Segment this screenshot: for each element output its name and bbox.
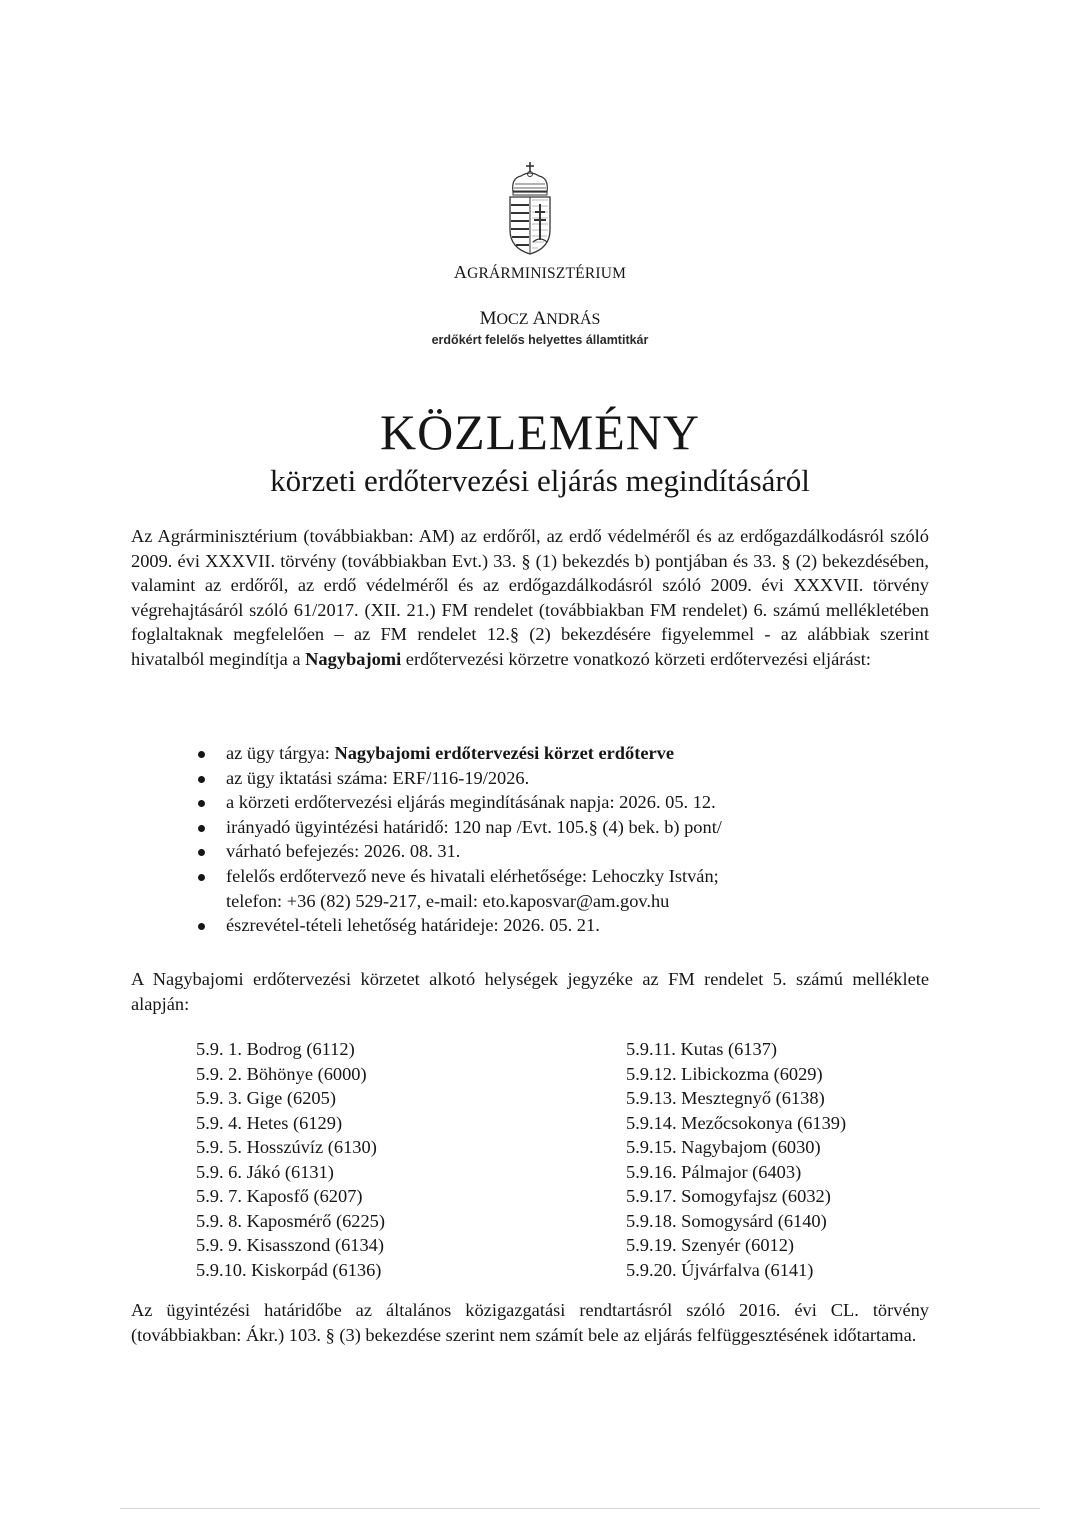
list-item: 5.9.13. Mesztegnyő (6138) bbox=[626, 1088, 825, 1108]
list-item: 5.9.11. Kutas (6137) bbox=[626, 1039, 778, 1059]
list-item: 5.9. 4. Hetes (6129) bbox=[196, 1112, 343, 1133]
page-edge-line bbox=[120, 1508, 1040, 1509]
hungarian-coat-of-arms-icon bbox=[505, 160, 555, 256]
list-item: 5.9.16. Pálmajor (6403) bbox=[626, 1161, 802, 1182]
list-item: az ügy tárgya: Nagybajomi erdőtervezési körzet erdőterve bbox=[198, 741, 898, 766]
list-item: 5.9. 6. Jákó (6131) bbox=[196, 1161, 334, 1182]
list-item: 5.9.15. Nagybajom (6030) bbox=[626, 1137, 821, 1157]
signatory-name: MOCZ ANDRÁS bbox=[479, 308, 601, 329]
localities-left-column bbox=[196, 1037, 385, 1282]
list-item: 5.9.18. Somogysárd (6140) bbox=[626, 1210, 827, 1231]
ministry-name: AGRÁRMINISZTÉRIUM bbox=[453, 262, 627, 282]
list-item: felelős erdőtervező neve és hivatali elérhetősége: Lehoczky István; telefon: +36 (82) 529-217, e-mail: eto.kaposvar@am.gov.hu bbox=[198, 864, 898, 913]
list-item: 5.9. 2. Böhönye (6000) bbox=[196, 1063, 367, 1084]
list-item: 5.9. 7. Kaposfő (6207) bbox=[196, 1186, 363, 1206]
list-item: 5.9.10. Kiskorpád (6136) bbox=[196, 1259, 382, 1280]
procedure-details-list bbox=[198, 741, 898, 938]
list-item: 5.9. 1. Bodrog (6112) bbox=[196, 1039, 355, 1059]
list-item: 5.9.12. Libickozma (6029) bbox=[626, 1063, 823, 1084]
list-item: a körzeti erdőtervezési eljárás megindításának napja: 2026. 05. 12. bbox=[198, 790, 898, 815]
list-item: az ügy iktatási száma: ERF/116-19/2026. bbox=[198, 766, 898, 791]
planner-email-link[interactable]: eto.kaposvar@am.gov.hu bbox=[482, 890, 670, 911]
list-item: 5.9. 3. Gige (6205) bbox=[196, 1088, 336, 1108]
list-item: észrevétel-tételi lehetőség határideje: 2026. 05. 21. bbox=[198, 913, 898, 938]
list-item: 5.9.17. Somogyfajsz (6032) bbox=[626, 1186, 831, 1206]
list-item: 5.9. 9. Kisasszond (6134) bbox=[196, 1235, 384, 1255]
list-item: 5.9.19. Szenyér (6012) bbox=[626, 1235, 795, 1255]
closing-paragraph: Az ügyintézési határidőbe az általános közigazgatási rendtartásról szóló 2016. évi CL. törvény (továbbiakban: Ákr.) 103. § (3) bekezdése szerint nem számít bele az eljárás felfüggesztésének időtartama. bbox=[131, 1300, 929, 1345]
list-item: 5.9.20. Újvárfalva (6141) bbox=[626, 1259, 814, 1280]
list-item: 5.9. 5. Hosszúvíz (6130) bbox=[196, 1137, 377, 1157]
list-item: irányadó ügyintézési határidő: 120 nap /Evt. 105.§ (4) bek. b) pont/ bbox=[198, 815, 898, 840]
list-item: 5.9.14. Mezőcsokonya (6139) bbox=[626, 1112, 847, 1133]
signatory-title: erdőkért felelős helyettes államtitkár bbox=[431, 333, 649, 347]
localities-intro: A Nagybajomi erdőtervezési körzetet alkotó helységek jegyzéke az FM rendelet 5. számú melléklete alapján: bbox=[131, 969, 929, 1014]
document-subtitle: körzeti erdőtervezési eljárás megindításáról bbox=[270, 463, 810, 498]
document-title: KÖZLEMÉNY bbox=[379, 404, 701, 460]
list-item: 5.9. 8. Kaposmérő (6225) bbox=[196, 1210, 385, 1231]
localities-right-column bbox=[626, 1037, 846, 1282]
list-item: várható befejezés: 2026. 08. 31. bbox=[198, 839, 898, 864]
intro-paragraph: Az Agrárminisztérium (továbbiakban: AM) az erdőről, az erdő védelméről és az erdőgazdálkodásról szóló 2009. évi XXXVII. törvény (továbbiakban Evt.) 33. § (1) bekezdés b) pontjában és 33. § (2) bekezdésében, valamint az erdőről, az erdő védelméről és az erdőgazdálkodásról szóló 2009. évi XXXVII. törvény végrehajtásáról szóló 61/2017. (XII. 21.) FM rendelet (továbbiakban FM rendelet) 6. számú mellékletében foglaltaknak megfelelően – az FM rendelet 12.§ (2) bekezdésére figyelemmel - az alábbiak szerint hivatalból megindítja a Nagybajomi erdőtervezési körzetre vonatkozó körzeti erdőtervezési eljárást: bbox=[131, 526, 929, 669]
